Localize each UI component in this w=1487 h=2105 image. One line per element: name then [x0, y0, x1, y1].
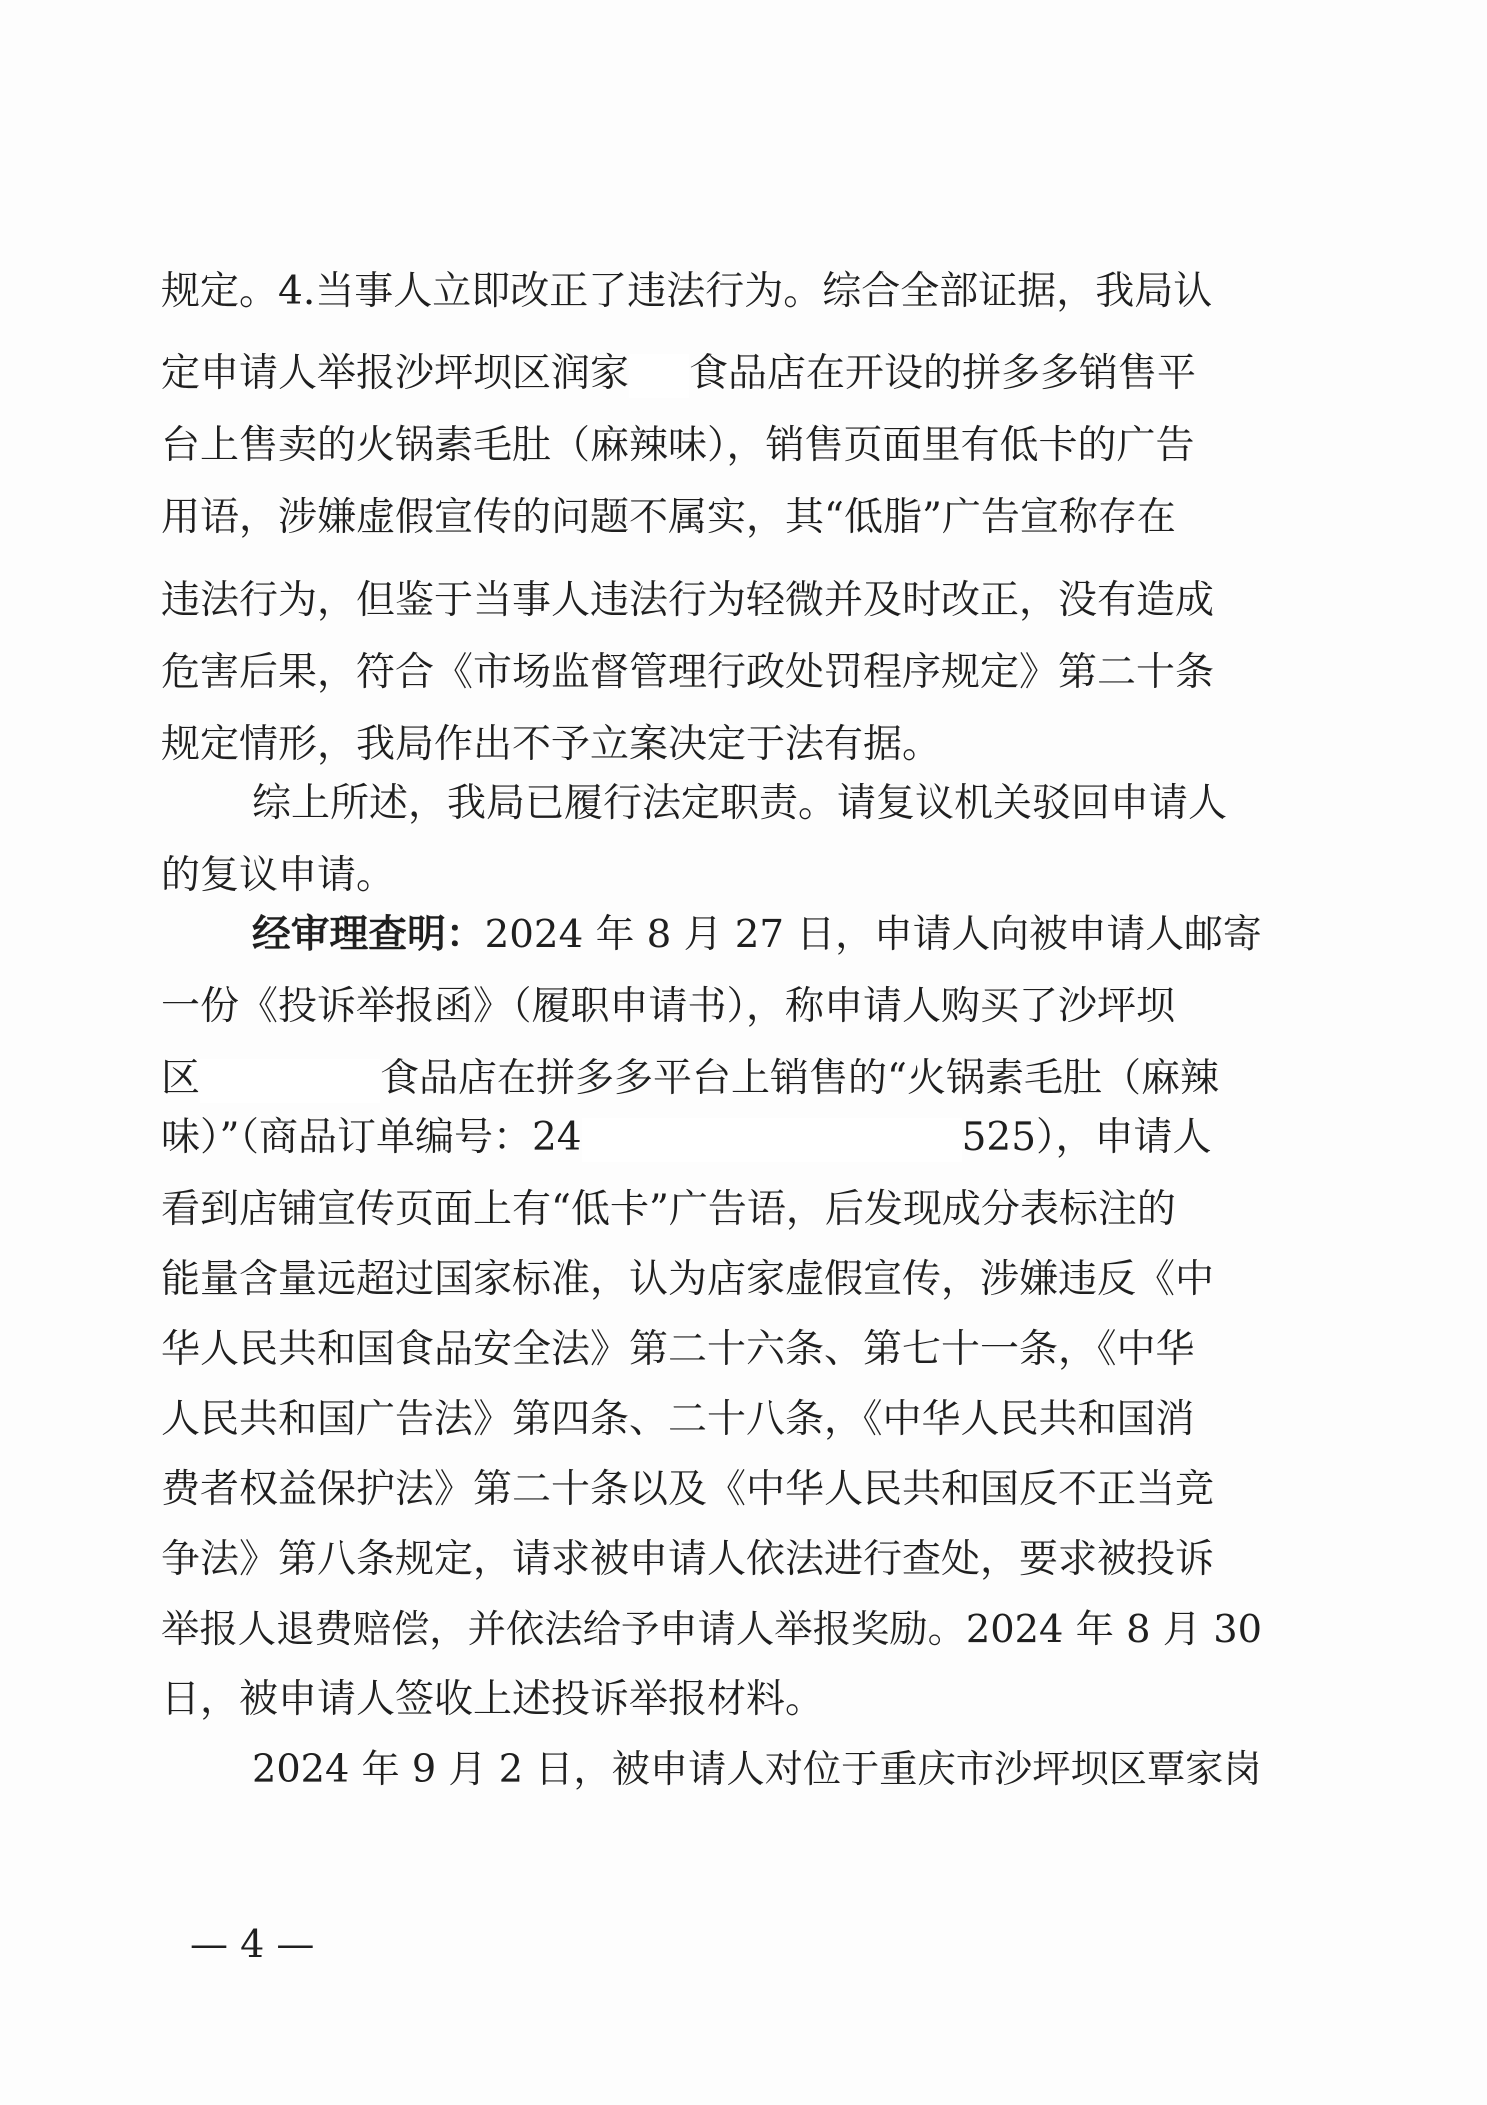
text-line-19: 争法》第八条规定，请求被申请人依法进行查处，要求被投诉 — [161, 1537, 1215, 1582]
text-line-17: 人民共和国广告法》第四条、二十八条，《中华人民共和国消 — [161, 1397, 1195, 1442]
text-line-12-end: 食品店在拼多多平台上销售的“火锅素毛肚（麻辣 — [380, 1056, 1219, 1101]
text-line-2 — [161, 344, 1196, 404]
text-line-20: 举报人退费赔偿，并依法给予申请人举报奖励。2024 年 8 月 30 — [161, 1607, 1262, 1652]
text-line-16: 华人民共和国食品安全法》第二十六条、第七十一条，《中华 — [161, 1327, 1195, 1372]
text-line-13-start: 味）”（商品订单编号：24 — [161, 1115, 582, 1160]
redaction-gap — [200, 1059, 380, 1103]
text-line-2-start: 定申请人举报沙坪坝区润家 — [161, 351, 630, 396]
section-heading: 经审理查明： — [252, 912, 485, 957]
text-line-13 — [161, 1108, 1212, 1168]
text-line-12-start: 区 — [161, 1056, 201, 1101]
text-line-3: 台上售卖的火锅素毛肚（麻辣味），销售页面里有低卡的广告 — [161, 423, 1195, 468]
text-line-9: 的复议申请。 — [161, 853, 396, 898]
text-line-6: 危害后果，符合《市场监督管理行政处罚程序规定》第二十条 — [161, 650, 1215, 695]
text-line-7: 规定情形，我局作出不予立案决定于法有据。 — [161, 722, 942, 767]
page-number: — 4 — — [190, 1922, 315, 1966]
text-line-22: 2024 年 9 月 2 日，被申请人对位于重庆市沙坪坝区覃家岗 — [252, 1748, 1262, 1792]
text-line-4: 用语，涉嫌虚假宣传的问题不属实，其“低脂”广告宣称存在 — [161, 495, 1176, 540]
text-line-21: 日，被申请人签收上述投诉举报材料。 — [161, 1677, 825, 1722]
text-line-15: 能量含量远超过国家标准，认为店家虚假宣传，涉嫌违反《中 — [161, 1257, 1215, 1302]
text-line-2-end: 食品店在开设的拼多多销售平 — [689, 351, 1197, 396]
text-line-18: 费者权益保护法》第二十条以及《中华人民共和国反不正当竞 — [161, 1467, 1215, 1512]
text-line-1: 规定。4.当事人立即改正了违法行为。综合全部证据，我局认 — [161, 269, 1213, 314]
redaction-gap — [629, 354, 689, 398]
text-line-8: 综上所述，我局已履行法定职责。请复议机关驳回申请人 — [252, 781, 1228, 826]
text-line-11: 一份《投诉举报函》（履职申请书），称申请人购买了沙坪坝 — [161, 984, 1176, 1029]
text-line-10-body: 2024 年 8 月 27 日，申请人向被申请人邮寄 — [484, 912, 1262, 957]
text-line-14: 看到店铺宣传页面上有“低卡”广告语，后发现成分表标注的 — [161, 1187, 1176, 1232]
redaction-gap — [582, 1118, 962, 1162]
text-line-10 — [252, 905, 1262, 965]
text-line-5: 违法行为，但鉴于当事人违法行为轻微并及时改正，没有造成 — [161, 578, 1215, 623]
text-line-13-end: 525），申请人 — [961, 1115, 1212, 1160]
text-line-12 — [161, 1049, 1219, 1109]
